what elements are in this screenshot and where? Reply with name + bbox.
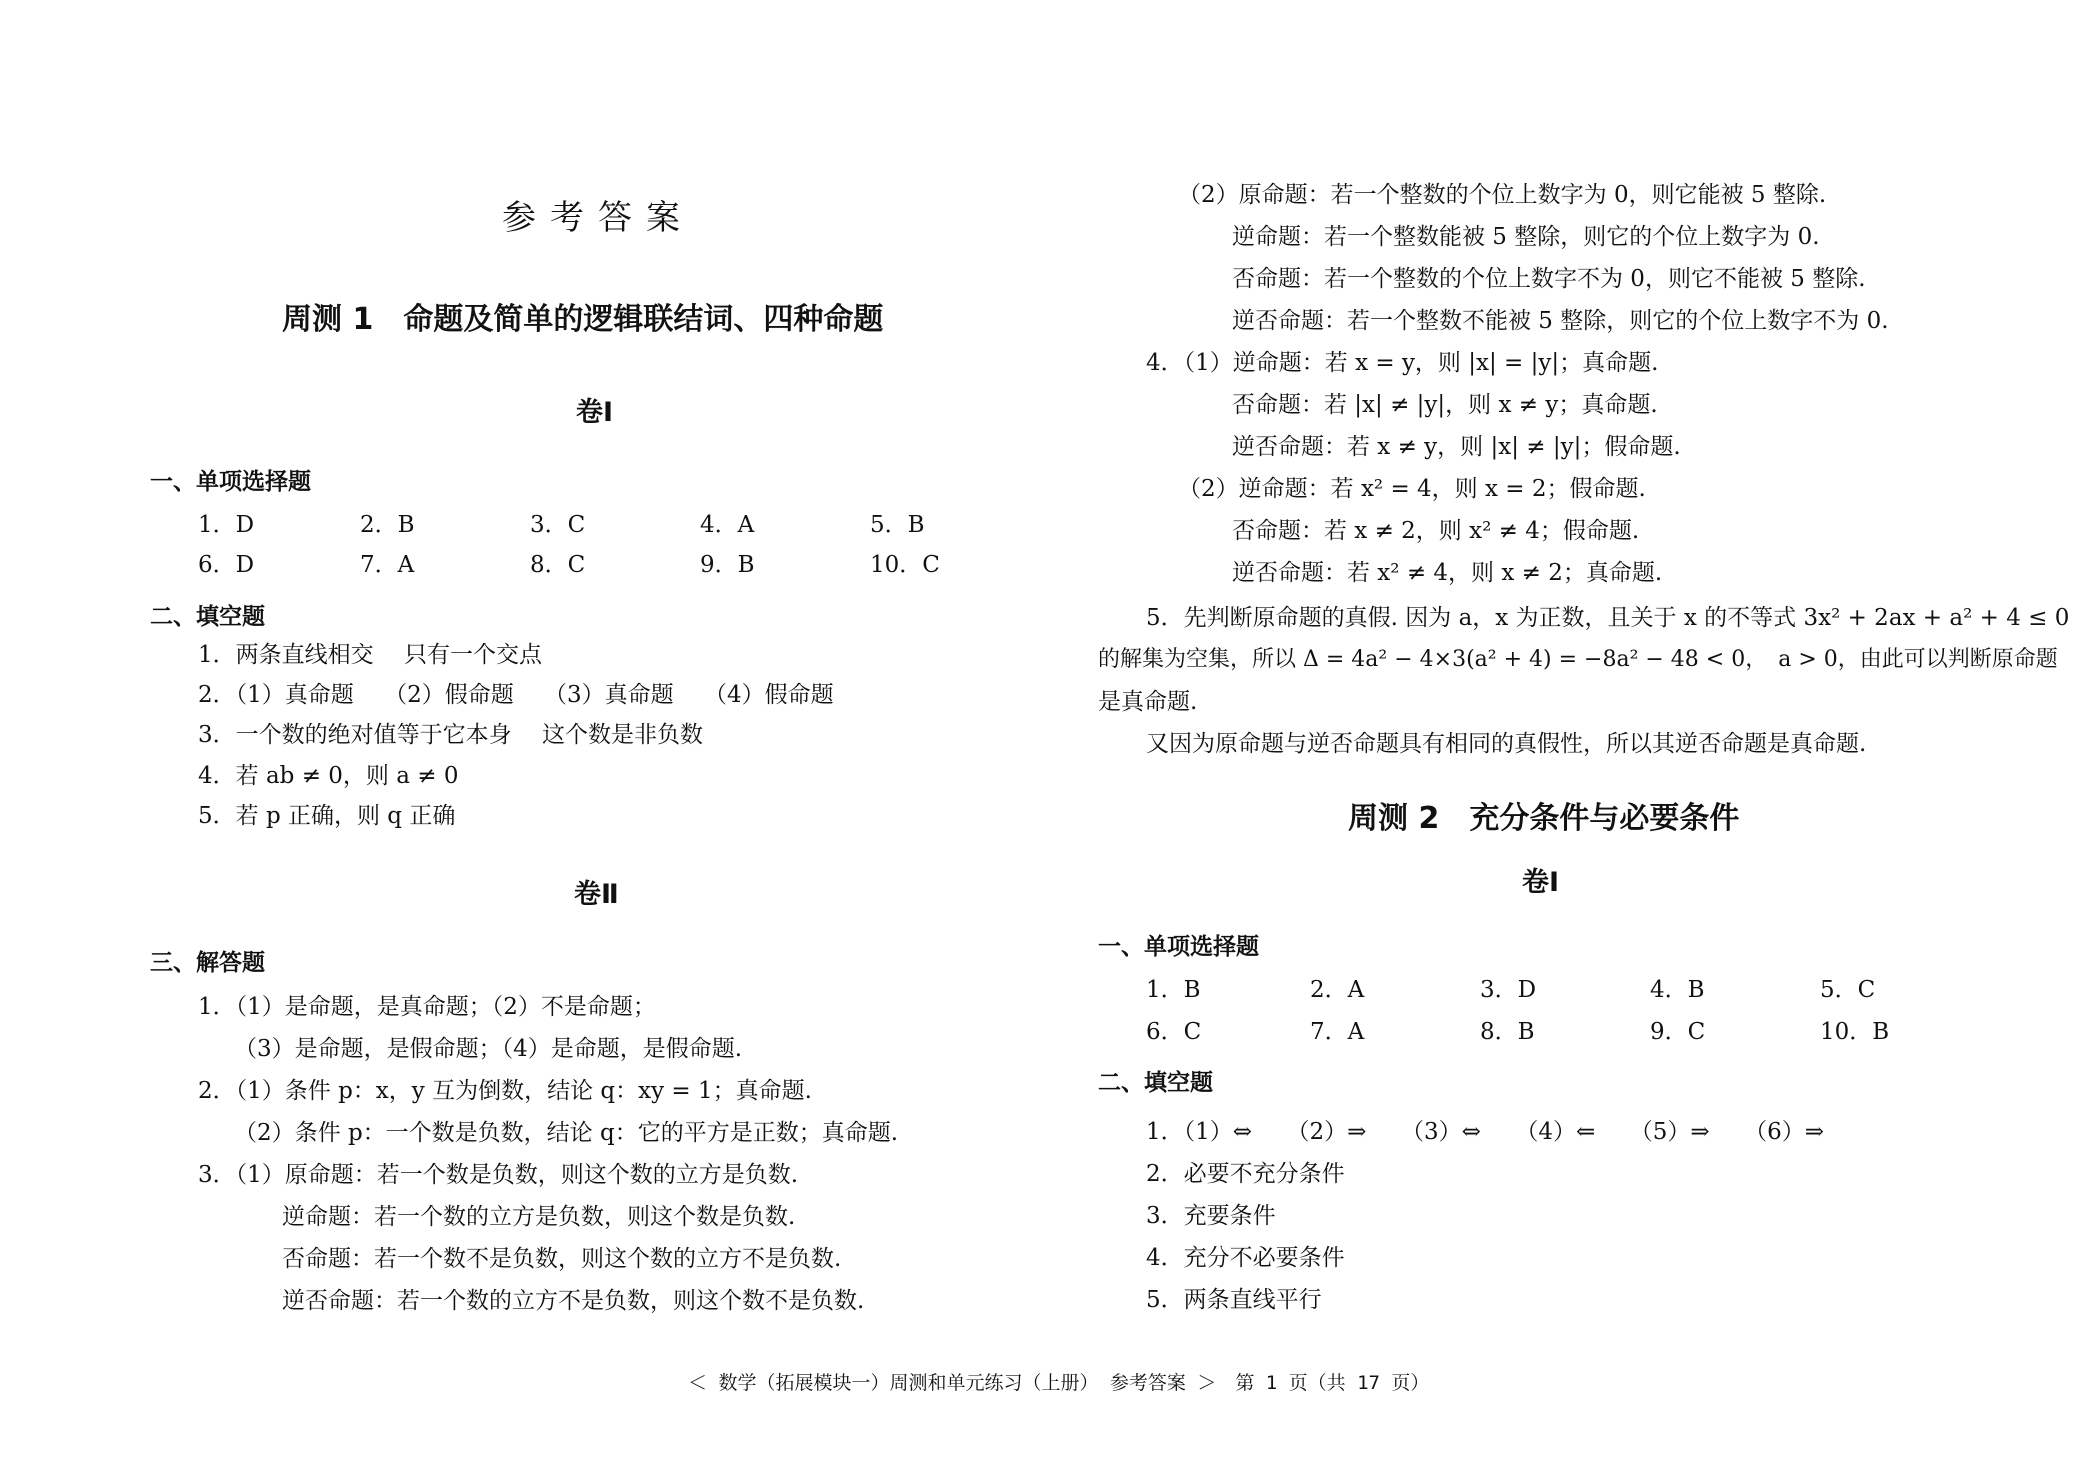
week1-vol1-heading: 卷Ⅰ — [576, 397, 614, 428]
solution-5b: 的解集为空集，所以 Δ = 4a² − 4×3(a² + 4) = −8a² − 48 < 0， a > 0，由此可以判断原命题 — [1098, 647, 2058, 672]
choice-answer: 2．A — [1310, 977, 1365, 1003]
week1-section-fill-blank: 二、填空题 — [150, 604, 265, 630]
fill-answer-2: 2．（1）真命题 （2）假命题 （3）真命题 （4）假命题 — [198, 682, 834, 708]
page-footer: ＜ 数学（拓展模块一）周测和单元练习（上册） 参考答案 ＞ 第 1 页（共 17 页） — [688, 1372, 1430, 1394]
solution-4-1a: 4．（1）逆命题：若 x = y，则 |x| = |y|；真命题. — [1146, 350, 1659, 376]
choice-answer: 5．B — [870, 512, 925, 538]
fill-answer-1: 1．两条直线相交 只有一个交点 — [198, 642, 542, 668]
choice-answer: 1．B — [1146, 977, 1201, 1003]
fill-answer-4: 4．若 ab ≠ 0，则 a ≠ 0 — [198, 763, 459, 789]
fill-answer-5: 5．若 p 正确，则 q 正确 — [198, 803, 456, 829]
week1-section-solutions: 三、解答题 — [150, 950, 265, 976]
choice-answer: 4．B — [1650, 977, 1705, 1003]
solution-3-2d: 逆否命题：若一个整数不能被 5 整除，则它的个位上数字不为 0. — [1232, 308, 1889, 334]
choice-answer: 1．D — [198, 512, 255, 538]
solution-4-1b: 否命题：若 |x| ≠ |y|，则 x ≠ y；真命题. — [1232, 392, 1658, 418]
solution-4-1c: 逆否命题：若 x ≠ y，则 |x| ≠ |y|；假命题. — [1232, 434, 1681, 460]
week1-title: 周测 1 命题及简单的逻辑联结词、四种命题 — [282, 302, 884, 337]
week2-vol1-heading: 卷Ⅰ — [1522, 867, 1560, 898]
solution-4-2a: （2）逆命题：若 x² = 4，则 x = 2；假命题. — [1178, 476, 1646, 502]
fill-answer-3: 3．一个数的绝对值等于它本身 这个数是非负数 — [198, 722, 703, 748]
fill-answer-4: 4．充分不必要条件 — [1146, 1245, 1345, 1271]
solution-2a: 2．（1）条件 p：x，y 互为倒数，结论 q：xy = 1；真命题. — [198, 1078, 812, 1104]
choice-answer: 8．B — [1480, 1019, 1535, 1045]
fill-answer-2: 2．必要不充分条件 — [1146, 1161, 1345, 1187]
choice-answer: 4．A — [700, 512, 755, 538]
choice-answer: 7．A — [360, 552, 415, 578]
week2-section-single-choice: 一、单项选择题 — [1098, 934, 1259, 960]
solution-3d: 逆否命题：若一个数的立方不是负数，则这个数不是负数. — [282, 1288, 865, 1314]
choice-answer: 9．C — [1650, 1019, 1706, 1045]
solution-3b: 逆命题：若一个数的立方是负数，则这个数是负数. — [282, 1204, 796, 1230]
solution-5d: 又因为原命题与逆否命题具有相同的真假性，所以其逆否命题是真命题. — [1146, 731, 1867, 757]
choice-answer: 10．C — [870, 552, 940, 578]
solution-4-2c: 逆否命题：若 x² ≠ 4，则 x ≠ 2；真命题. — [1232, 560, 1663, 586]
solution-3-2a: （2）原命题：若一个整数的个位上数字为 0，则它能被 5 整除. — [1178, 182, 1827, 208]
choice-answer: 3．D — [1480, 977, 1537, 1003]
choice-answer: 2．B — [360, 512, 415, 538]
choice-answer: 6．C — [1146, 1019, 1202, 1045]
fill-answer-1: 1．（1）⇔ （2）⇒ （3）⇔ （4）⇐ （5）⇒ （6）⇒ — [1146, 1119, 1825, 1145]
solution-1b: （3）是命题，是假命题；（4）是命题，是假命题. — [234, 1036, 743, 1062]
choice-answer: 8．C — [530, 552, 586, 578]
choice-answer: 3．C — [530, 512, 586, 538]
week1-vol2-heading: 卷Ⅱ — [574, 879, 619, 910]
choice-answer: 10．B — [1820, 1019, 1890, 1045]
solution-3a: 3．（1）原命题：若一个数是负数，则这个数的立方是负数. — [198, 1162, 799, 1188]
page-title: 参考答案 — [502, 198, 694, 238]
solution-3-2b: 逆命题：若一个整数能被 5 整除，则它的个位上数字为 0. — [1232, 224, 1820, 250]
choice-answer: 9．B — [700, 552, 755, 578]
choice-answer: 6．D — [198, 552, 255, 578]
solution-4-2b: 否命题：若 x ≠ 2，则 x² ≠ 4；假命题. — [1232, 518, 1640, 544]
choice-answer: 5．C — [1820, 977, 1876, 1003]
fill-answer-3: 3．充要条件 — [1146, 1203, 1276, 1229]
solution-5a: 5．先判断原命题的真假. 因为 a，x 为正数，且关于 x 的不等式 3x² + 2ax + a² + 4 ≤ 0 — [1146, 605, 2070, 631]
week2-section-fill-blank: 二、填空题 — [1098, 1070, 1213, 1096]
fill-answer-5: 5．两条直线平行 — [1146, 1287, 1322, 1313]
solution-1a: 1．（1）是命题，是真命题；（2）不是命题； — [198, 994, 656, 1020]
week2-title: 周测 2 充分条件与必要条件 — [1348, 801, 1740, 836]
week1-section-single-choice: 一、单项选择题 — [150, 469, 311, 495]
solution-3-2c: 否命题：若一个整数的个位上数字不为 0，则它不能被 5 整除. — [1232, 266, 1866, 292]
solution-3c: 否命题：若一个数不是负数，则这个数的立方不是负数. — [282, 1246, 842, 1272]
solution-2b: （2）条件 p：一个数是负数，结论 q：它的平方是正数；真命题. — [234, 1120, 899, 1146]
solution-5c: 是真命题. — [1098, 689, 1198, 715]
choice-answer: 7．A — [1310, 1019, 1365, 1045]
